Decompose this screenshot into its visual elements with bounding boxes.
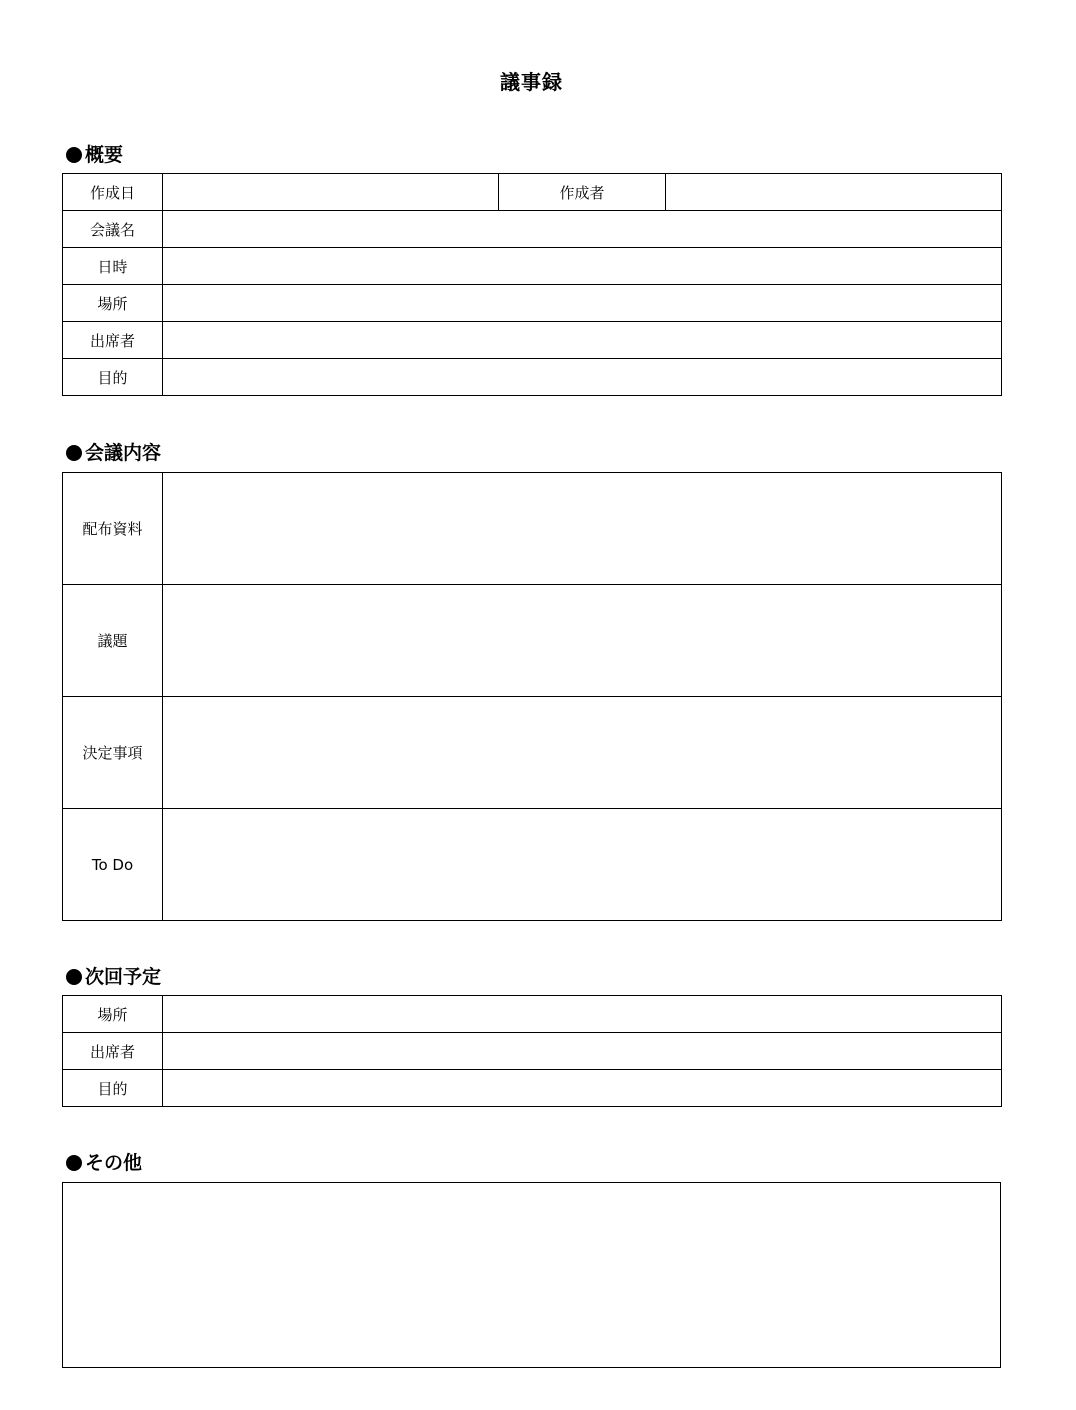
overview-heading-text: 概要 — [85, 144, 124, 166]
next-purpose-field[interactable] — [163, 1070, 1002, 1107]
table-row — [63, 174, 1002, 211]
next-attendees-label: 出席者 — [63, 1033, 163, 1070]
location-field[interactable] — [163, 285, 1002, 322]
next-location-field[interactable] — [163, 996, 1002, 1033]
table-row — [63, 697, 1002, 809]
decisions-field[interactable] — [163, 697, 1002, 809]
todo-field[interactable] — [163, 809, 1002, 921]
table-row — [63, 473, 1002, 585]
table-row — [63, 322, 1002, 359]
table-row — [63, 809, 1002, 921]
table-row — [63, 248, 1002, 285]
author-field[interactable] — [666, 174, 1002, 211]
table-row — [63, 1070, 1002, 1107]
meeting-content-table — [62, 472, 1002, 921]
overview-heading — [66, 143, 123, 167]
bullet-icon — [66, 1155, 82, 1171]
meeting-name-field[interactable] — [163, 211, 1002, 248]
other-notes-field[interactable] — [63, 1183, 1001, 1368]
agenda-field[interactable] — [163, 585, 1002, 697]
table-row — [63, 1183, 1001, 1368]
table-row — [63, 996, 1002, 1033]
meeting-content-heading-text: 会議内容 — [85, 442, 162, 464]
document-title: 議事録 — [500, 70, 563, 94]
next-schedule-table — [62, 995, 1002, 1107]
attendees-field[interactable] — [163, 322, 1002, 359]
created-date-field[interactable] — [163, 174, 499, 211]
location-label: 場所 — [63, 285, 163, 322]
bullet-icon — [66, 969, 82, 985]
author-label: 作成者 — [499, 174, 666, 211]
todo-label: To Do — [63, 809, 163, 921]
next-attendees-field[interactable] — [163, 1033, 1002, 1070]
next-schedule-heading — [66, 965, 161, 989]
table-row — [63, 585, 1002, 697]
meeting-name-label: 会議名 — [63, 211, 163, 248]
table-row — [63, 285, 1002, 322]
other-table — [62, 1182, 1001, 1368]
bullet-icon — [66, 147, 82, 163]
purpose-label: 目的 — [63, 359, 163, 396]
attendees-label: 出席者 — [63, 322, 163, 359]
table-row — [63, 1033, 1002, 1070]
decisions-label: 決定事項 — [63, 697, 163, 809]
next-location-label: 場所 — [63, 996, 163, 1033]
next-schedule-heading-text: 次回予定 — [85, 966, 162, 988]
agenda-label: 議題 — [63, 585, 163, 697]
created-date-label: 作成日 — [63, 174, 163, 211]
table-row — [63, 359, 1002, 396]
overview-table — [62, 173, 1002, 396]
handouts-label: 配布資料 — [63, 473, 163, 585]
handouts-field[interactable] — [163, 473, 1002, 585]
datetime-label: 日時 — [63, 248, 163, 285]
next-purpose-label: 目的 — [63, 1070, 163, 1107]
table-row — [63, 211, 1002, 248]
purpose-field[interactable] — [163, 359, 1002, 396]
other-heading-text: その他 — [85, 1152, 143, 1174]
datetime-field[interactable] — [163, 248, 1002, 285]
bullet-icon — [66, 445, 82, 461]
meeting-content-heading — [66, 441, 161, 465]
other-heading — [66, 1151, 142, 1175]
